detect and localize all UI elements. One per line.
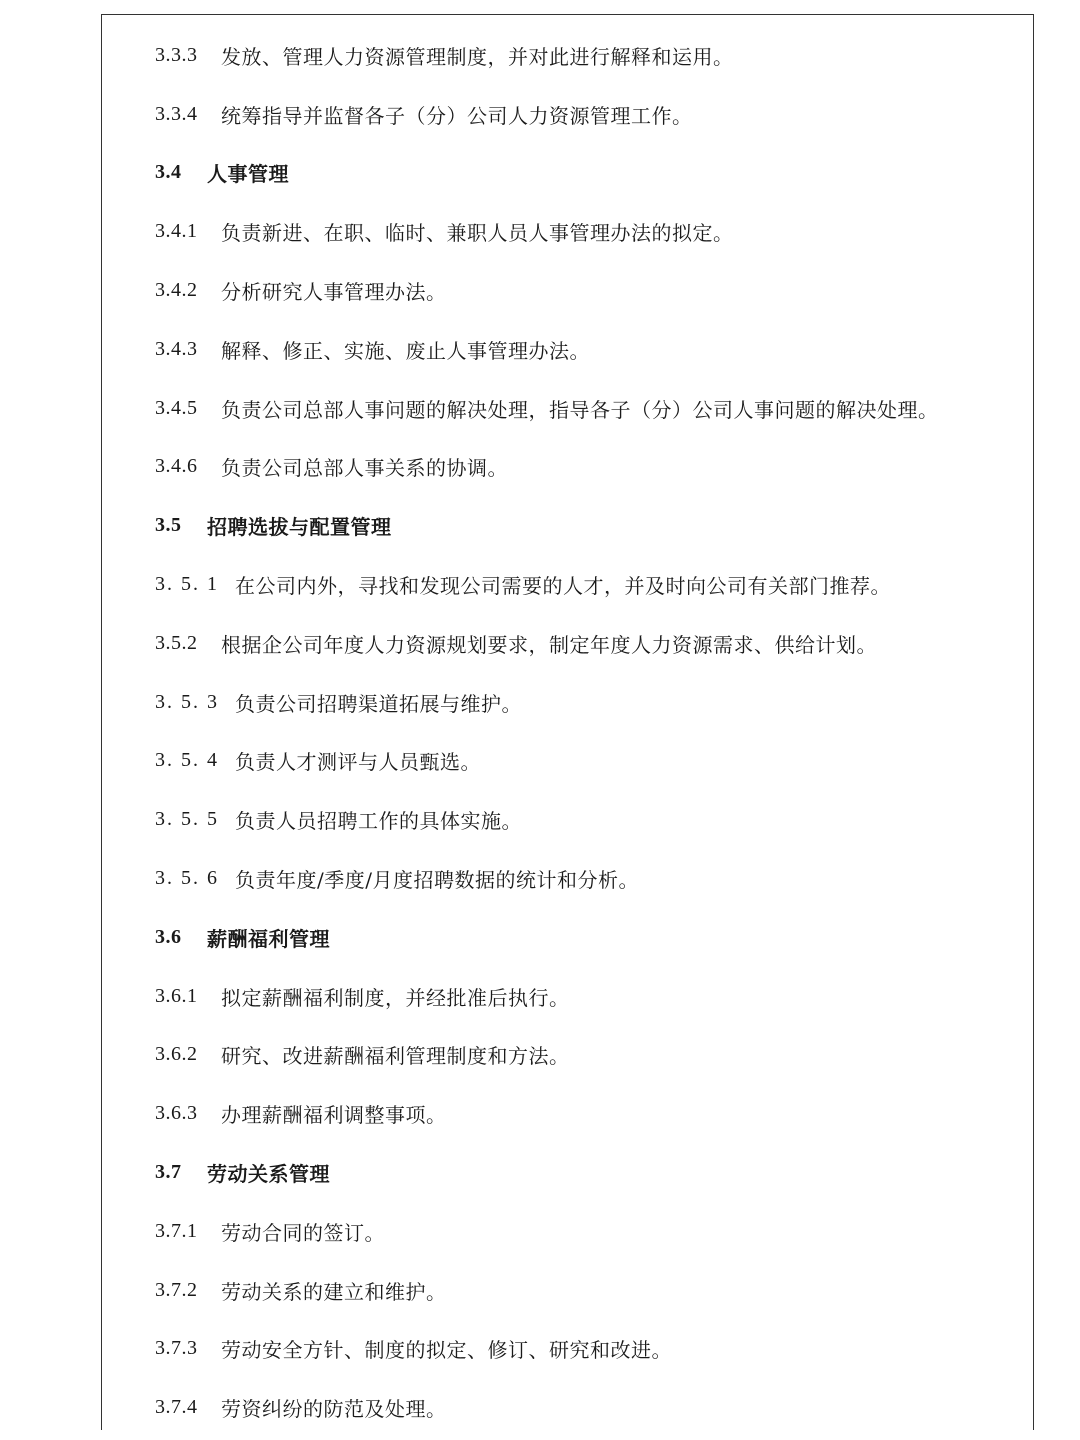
- clause-text: 分析研究人事管理办法。: [221, 280, 447, 305]
- clause-text: 根据企公司年度人力资源规划要求，制定年度人力资源需求、供给计划。: [221, 632, 877, 657]
- section-number: 3.4: [155, 161, 182, 184]
- clause-3-4-3: [155, 320, 1015, 379]
- section-number: 3.6: [155, 925, 182, 948]
- clause-3-5-4: [155, 732, 1015, 791]
- clause-number: 3.4.6: [155, 455, 198, 478]
- clause-3-6-3: [155, 1084, 1015, 1143]
- clause-3-6-2: [155, 1026, 1015, 1085]
- clause-number: 3.3.3: [155, 43, 198, 66]
- clause-text: 解释、修正、实施、废止人事管理办法。: [221, 338, 590, 363]
- clause-text: 劳动合同的签订。: [221, 1220, 385, 1245]
- clause-3-7-3: [155, 1320, 1015, 1379]
- clause-number: 3.6.3: [155, 1102, 198, 1125]
- section-title: 薪酬福利管理: [207, 926, 330, 951]
- clause-text: 统筹指导并监督各子（分）公司人力资源管理工作。: [221, 103, 693, 128]
- clause-number: 3.4.3: [155, 337, 198, 360]
- clause-3-4-2: [155, 261, 1015, 320]
- clause-3-4-1: [155, 202, 1015, 261]
- clause-number: 3. 5. 5: [155, 808, 219, 831]
- clause-number: 3.7.2: [155, 1278, 198, 1301]
- clause-3-7-4: [155, 1378, 1015, 1437]
- clause-number: 3.4.1: [155, 220, 198, 243]
- clause-text: 负责年度/季度/月度招聘数据的统计和分析。: [235, 868, 639, 893]
- clause-number: 3.5.2: [155, 631, 198, 654]
- clause-number: 3.6.2: [155, 1043, 198, 1066]
- clause-text: 劳动关系的建立和维护。: [221, 1279, 447, 1304]
- clause-text: 负责人员招聘工作的具体实施。: [235, 809, 522, 834]
- clause-text: 拟定薪酬福利制度，并经批准后执行。: [221, 985, 570, 1010]
- clause-3-4-5: [155, 379, 1015, 438]
- clause-text: 研究、改进薪酬福利管理制度和方法。: [221, 1044, 570, 1069]
- section-heading-3-7: [155, 1143, 1015, 1202]
- clause-number: 3. 5. 4: [155, 749, 219, 772]
- clause-number: 3. 5. 6: [155, 867, 219, 890]
- clause-text: 负责公司招聘渠道拓展与维护。: [235, 691, 522, 716]
- clause-text: 负责公司总部人事关系的协调。: [221, 456, 508, 481]
- clause-text: 劳动安全方针、制度的拟定、修订、研究和改进。: [221, 1338, 672, 1363]
- document-body: [155, 26, 1015, 1437]
- clause-3-5-5: [155, 790, 1015, 849]
- clause-3-3-4: [155, 85, 1015, 144]
- clause-number: 3.4.2: [155, 279, 198, 302]
- clause-3-5-1: [155, 555, 1015, 614]
- clause-text: 在公司内外，寻找和发现公司需要的人才，并及时向公司有关部门推荐。: [235, 574, 891, 599]
- clause-number: 3.4.5: [155, 396, 198, 419]
- section-title: 人事管理: [207, 162, 289, 187]
- clause-number: 3. 5. 1: [155, 573, 219, 596]
- section-heading-3-4: [155, 144, 1015, 203]
- clause-text: 劳资纠纷的防范及处理。: [221, 1397, 447, 1422]
- clause-3-7-1: [155, 1202, 1015, 1261]
- section-number: 3.7: [155, 1161, 182, 1184]
- clause-number: 3. 5. 3: [155, 690, 219, 713]
- section-title: 招聘选拔与配置管理: [207, 515, 392, 540]
- clause-3-5-3: [155, 673, 1015, 732]
- clause-text: 负责公司总部人事问题的解决处理，指导各子（分）公司人事问题的解决处理。: [221, 397, 939, 422]
- clause-3-5-6: [155, 849, 1015, 908]
- clause-number: 3.7.3: [155, 1337, 198, 1360]
- clause-number: 3.7.4: [155, 1396, 198, 1419]
- clause-number: 3.7.1: [155, 1219, 198, 1242]
- clause-text: 负责人才测评与人员甄选。: [235, 750, 481, 775]
- clause-3-6-1: [155, 967, 1015, 1026]
- section-heading-3-6: [155, 908, 1015, 967]
- section-number: 3.5: [155, 514, 182, 537]
- clause-number: 3.3.4: [155, 102, 198, 125]
- clause-text: 发放、管理人力资源管理制度，并对此进行解释和运用。: [221, 44, 734, 69]
- clause-number: 3.6.1: [155, 984, 198, 1007]
- section-heading-3-5: [155, 496, 1015, 555]
- clause-3-4-6: [155, 438, 1015, 497]
- clause-text: 负责新进、在职、临时、兼职人员人事管理办法的拟定。: [221, 221, 734, 246]
- clause-3-3-3: [155, 26, 1015, 85]
- section-title: 劳动关系管理: [207, 1162, 330, 1187]
- clause-3-5-2: [155, 614, 1015, 673]
- clause-text: 办理薪酬福利调整事项。: [221, 1103, 447, 1128]
- clause-3-7-2: [155, 1261, 1015, 1320]
